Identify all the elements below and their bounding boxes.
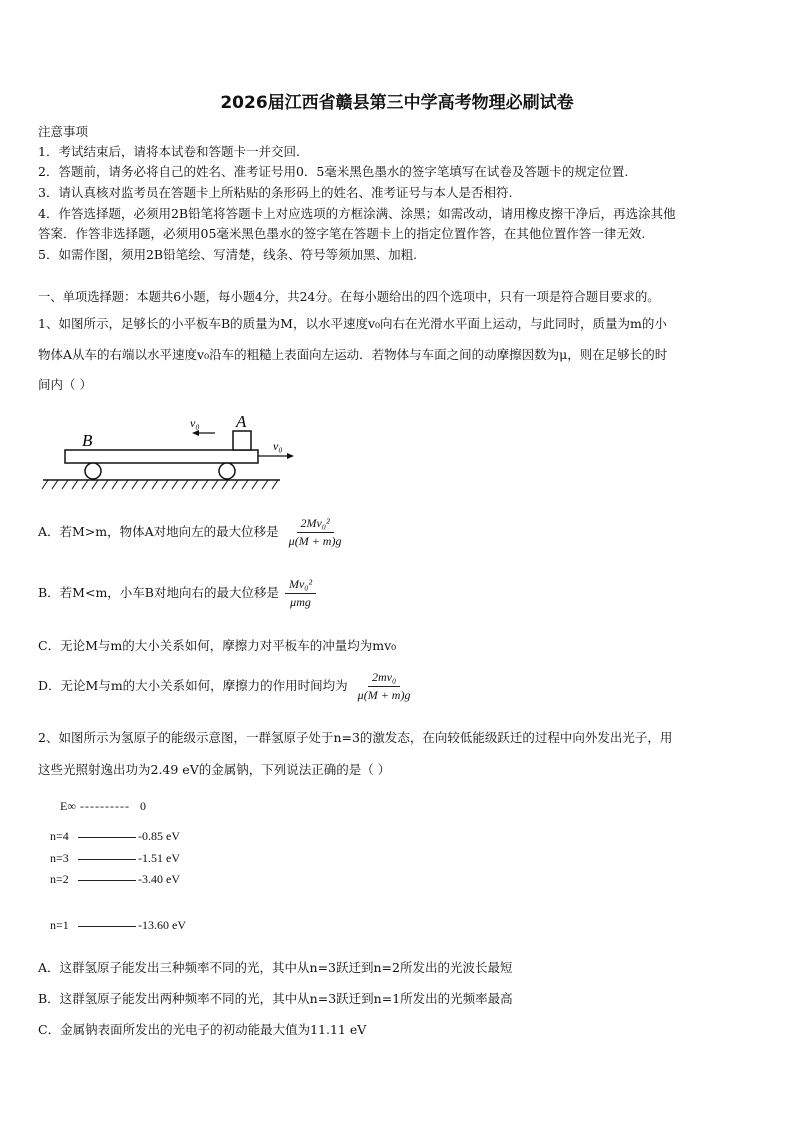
label-v0-left: v₀: [190, 416, 200, 430]
q1-option-a-den: μ(M + m)g: [288, 534, 342, 548]
arrow-left-head: [192, 430, 199, 436]
notice-item-2: 2．答题前，请务必将自己的姓名、准考证号用0．5毫米黑色墨水的签字笔填写在试卷及答题卡的规定位置.: [38, 164, 629, 179]
q1-stem-line3: 间内（ ）: [38, 377, 92, 392]
q1-option-d-text: D．无论M与m的大小关系如何，摩擦力的作用时间均为: [38, 678, 348, 693]
label-v0-right: v₀: [273, 439, 283, 453]
q2-option-a[interactable]: A．这群氢原子能发出三种频率不同的光，其中从n=3跃迁到n=2所发出的光波长最短: [38, 960, 513, 975]
level-2-label: n=2: [50, 872, 69, 886]
level-2-energy: -3.40 eV: [138, 872, 180, 886]
level-4-energy: -0.85 eV: [138, 829, 180, 843]
q1-option-b-num: Mv₀²: [285, 577, 316, 594]
level-4-line: [78, 837, 136, 838]
arrow-right-head: [287, 453, 294, 459]
notice-item-1: 1．考试结束后，请将本试卷和答题卡一并交回.: [38, 144, 300, 159]
level-inf-energy: 0: [140, 799, 146, 813]
q1-option-a-fraction: [285, 516, 346, 549]
q1-option-b-fraction: [285, 577, 316, 610]
q1-option-b-den: μmg: [290, 595, 311, 609]
ground-hatch: [42, 480, 278, 489]
notice-heading: 注意事项: [38, 124, 89, 139]
energy-level-diagram: [40, 795, 210, 940]
notice-item-5: 5．如需作图，须用2B铅笔绘、写清楚，线条、符号等须加黑、加粗.: [38, 247, 418, 262]
wheel-right: [219, 463, 235, 479]
level-1-energy: -13.60 eV: [138, 918, 186, 932]
level-1-label: n=1: [50, 918, 69, 932]
notice-item-3: 3．请认真核对监考员在答题卡上所粘贴的条形码上的姓名、准考证号与本人是否相符.: [38, 185, 513, 200]
label-a: A: [236, 412, 247, 431]
level-3-label: n=3: [50, 851, 69, 865]
q1-option-b-text: B．若M<m，小车B对地向右的最大位移是: [38, 585, 279, 600]
page-title: 2026届江西省赣县第三中学高考物理必刷试卷: [220, 93, 574, 113]
q2-stem-line1: 2、如图所示为氢原子的能级示意图，一群氢原子处于n=3的激发态，在向较低能级跃迁的过程中向外发出光子，用: [38, 730, 673, 745]
level-4-label: n=4: [50, 829, 69, 843]
cart-figure: [40, 410, 300, 495]
notice-item-4-cont: 答案．作答非选择题，必须用05毫米黑色墨水的签字笔在答题卡上的指定位置作答，在其他位置作答一律无效.: [38, 226, 646, 241]
wheel-left: [85, 463, 101, 479]
level-inf-dash: ----------: [80, 799, 130, 813]
q2-stem-line2: 这些光照射逸出功为2.49 eV的金属钠，下列说法正确的是（ ）: [38, 762, 391, 777]
plank-b: [65, 450, 258, 463]
q1-option-b[interactable]: [38, 577, 316, 610]
section-heading: 一、单项选择题：本题共6小题，每小题4分，共24分。在每小题给出的四个选项中，只有一项是符合题目要求的。: [38, 290, 660, 304]
q1-option-d[interactable]: [38, 670, 414, 703]
q1-option-a-num: 2Mv₀²: [297, 516, 334, 533]
level-3-energy: -1.51 eV: [138, 851, 180, 865]
level-3-line: [78, 859, 136, 860]
q1-option-a[interactable]: [38, 516, 345, 549]
q1-option-c[interactable]: C．无论M与m的大小关系如何，摩擦力对平板车的冲量均为mv₀: [38, 638, 397, 653]
q2-option-b[interactable]: B．这群氢原子能发出两种频率不同的光，其中从n=3跃迁到n=1所发出的光频率最高: [38, 991, 513, 1006]
notice-item-4: 4．作答选择题，必须用2B铅笔将答题卡上对应选项的方框涂满、涂黑；如需改动，请用橡皮擦干净后，再选涂其他: [38, 206, 676, 221]
q1-option-d-fraction: [354, 670, 415, 703]
q1-stem-line1: 1、如图所示，足够长的小平板车B的质量为M，以水平速度v₀向右在光滑水平面上运动，与此同时，质量为m的小: [38, 316, 667, 331]
level-inf-label: E∞: [60, 799, 76, 813]
block-a: [233, 431, 251, 450]
q1-stem-line2: 物体A从车的右端以水平速度v₀沿车的粗糙上表面向左运动．若物体与车面之间的动摩擦因数为μ，则在足够长的时: [38, 347, 668, 362]
label-b: B: [82, 431, 93, 450]
level-1-line: [78, 926, 136, 927]
q2-option-c[interactable]: C．金属钠表面所发出的光电子的初动能最大值为11.11 eV: [38, 1022, 367, 1037]
level-2-line: [78, 880, 136, 881]
q1-option-d-den: μ(M + m)g: [357, 688, 411, 702]
q1-option-a-text: A．若M>m，物体A对地向左的最大位移是: [38, 524, 279, 539]
q1-option-d-num: 2mv₀: [368, 670, 400, 687]
